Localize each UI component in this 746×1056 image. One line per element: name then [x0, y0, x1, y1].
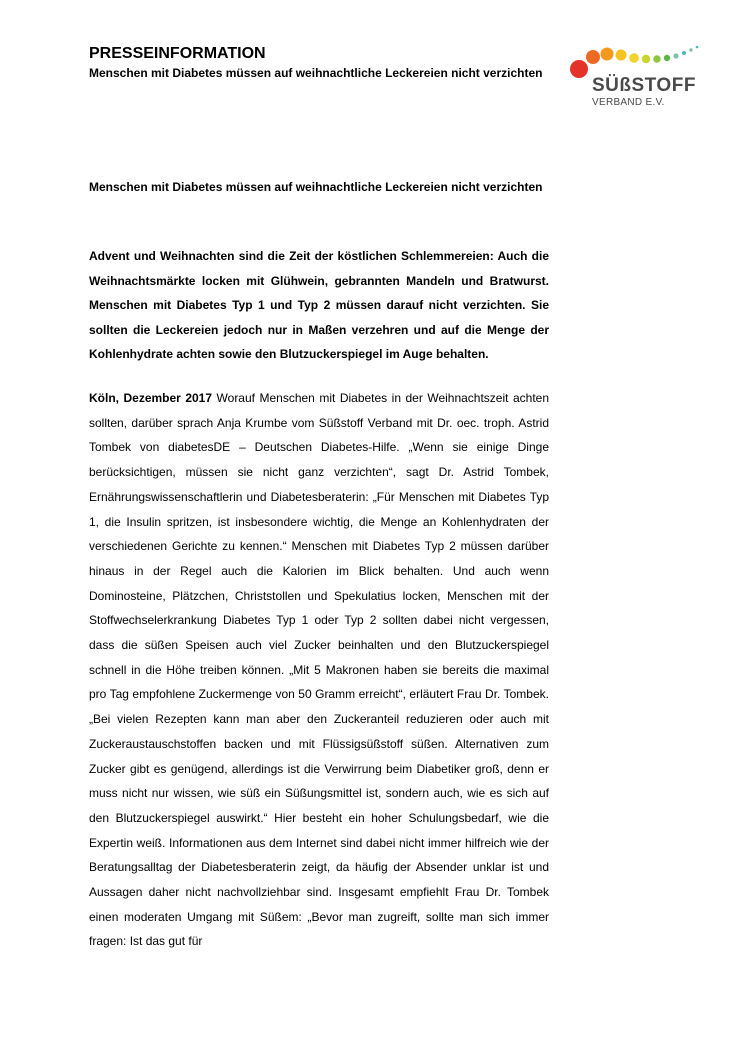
logo-dot [653, 55, 660, 62]
logo-name: SÜßSTOFF [592, 75, 696, 96]
logo-dot [629, 53, 639, 63]
logo-subtitle: VERBAND E.V. [592, 97, 665, 108]
logo-dot [682, 51, 686, 55]
logo-dot [601, 48, 614, 61]
logo-dot [673, 53, 678, 58]
logo-dot [616, 50, 627, 61]
logo-dot [642, 55, 650, 63]
article-dateline: Köln, Dezember 2017 [89, 391, 213, 405]
logo-dot [696, 46, 699, 49]
logo-dot [664, 55, 670, 61]
article-body [89, 386, 549, 954]
logo-dot [570, 60, 588, 78]
header-subtitle: Menschen mit Diabetes müssen auf weihnachtliche Leckereien nicht verzichten [89, 66, 543, 80]
header-label: PRESSEINFORMATION [89, 45, 266, 62]
logo [567, 44, 717, 114]
article-headline: Menschen mit Diabetes müssen auf weihnachtliche Leckereien nicht verzichten [89, 180, 543, 194]
article-intro: Advent und Weihnachten sind die Zeit der köstlichen Schlemmereien: Auch die Weihnachtsmärkte locken mit Glühwein, gebrannten Mandeln und Bratwurst. Menschen mit Diabetes Typ 1 und Typ 2 müssen darauf nicht verzichten. Sie sollten die Leckereien jedoch nur in Maßen verzehren und auf die Menge der Kohlenhydrate achten sowie den Blutzuckerspiegel im Auge behalten. [89, 249, 549, 362]
logo-dot [586, 50, 600, 64]
article-body-text: Worauf Menschen mit Diabetes in der Weihnachtszeit achten sollten, darüber sprach Anja Krumbe vom Süßstoff Verband mit Dr. oec. troph. Astrid Tombek von diabetesDE – Deutschen Diabetes-Hilfe. „Wenn sie einige Dinge berücksichtigen, müssen sie nicht ganz verzichten“, sagt Dr. Astrid Tombek, Ernährungswissenschaftlerin und Diabetesberaterin: „Für Menschen mit Diabetes Typ 1, die Insulin spritzen, ist insbesondere wichtig, die Menge an Kohlenhydraten der verschiedenen Gerichte zu kennen.“ Menschen mit Diabetes Typ 2 müssen darüber hinaus in der Regel auch die Kalorien im Blick behalten. Und auch wenn Dominosteine, Plätzchen, Christstollen und Spekulatius locken, Menschen mit der Stoffwechselerkrankung Diabetes Typ 1 oder Typ 2 sollten dabei nicht vergessen, dass die süßen Speisen auch viel Zucker beinhalten und den Blutzuckerspiegel schnell in die Höhe treiben können. „Mit 5 Makronen haben sie bereits die maximal pro Tag empfohlene Zuckermenge von 50 Gramm erreicht“, erläutert Frau Dr. Tombek. „Bei vielen Rezepten kann man aber den Zuckeranteil reduzieren oder auch mit Zuckeraustauschstoffen backen und mit Flüssigsüßstoff süßen. Alternativen zum Zucker gibt es genügend, allerdings ist die Verwirrung beim Diabetiker groß, denn er muss nicht nur wissen, wie süß ein Süßungsmittel ist, sondern auch, wie es sich auf den Blutzuckerspiegel auswirkt.“ Hier besteht ein hoher Schulungsbedarf, wie die Expertin weiß. Informationen aus dem Internet sind dabei nicht immer hilfreich wie der Beratungsalltag der Diabetesberaterin zeigt, da häufig der Absender unklar ist und Aussagen daher nicht nachvollziehbar sind. Insgesamt empfiehlt Frau Dr. Tombek einen moderaten Umgang mit Süßem: „Bevor man zugreift, sollte man sich immer fragen: Ist das gut für [89, 391, 550, 949]
logo-dot [689, 48, 692, 51]
